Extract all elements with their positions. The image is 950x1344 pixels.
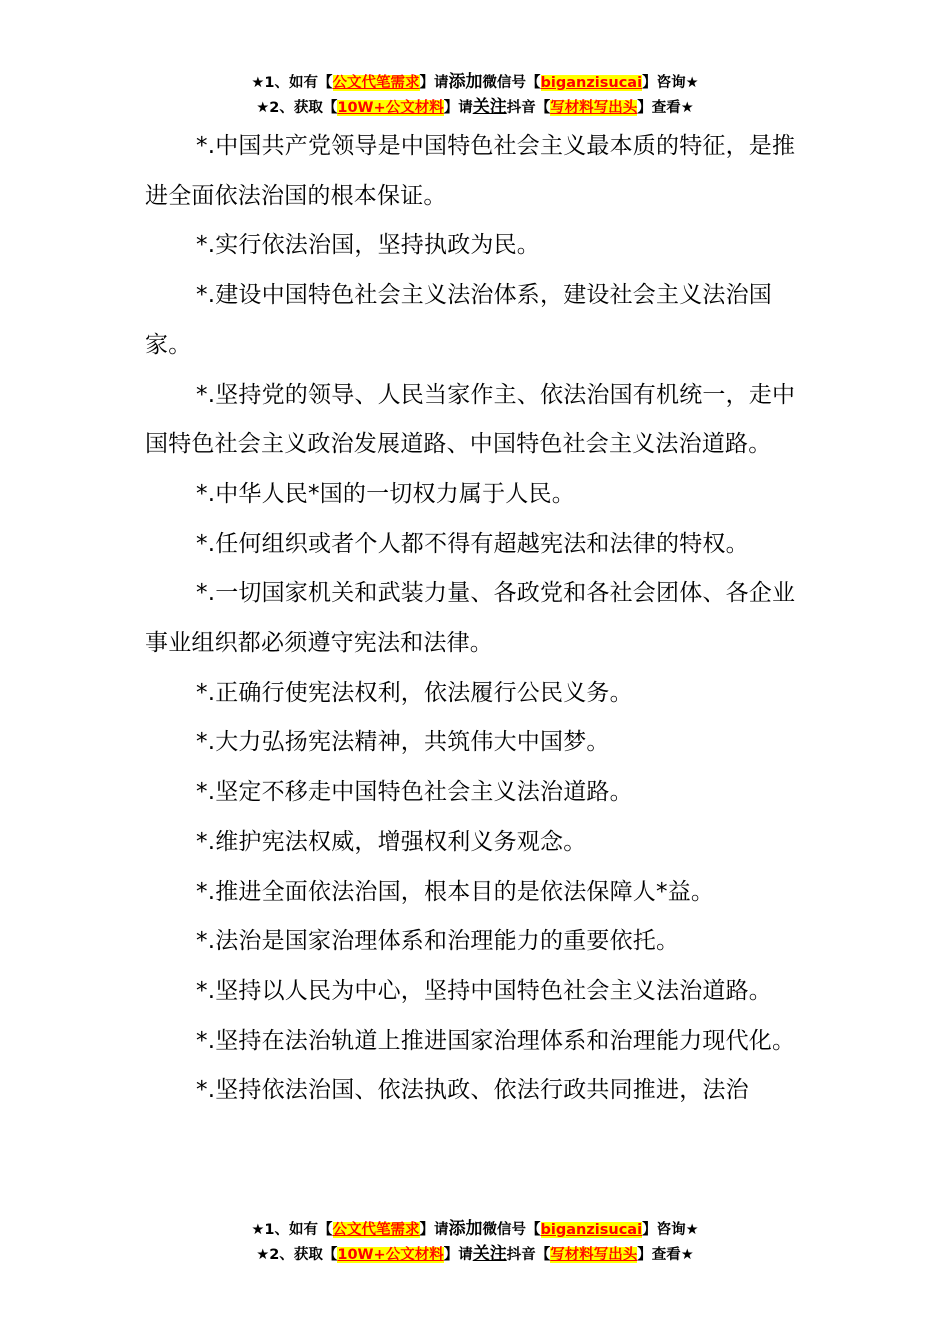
banner-text: 】请 bbox=[419, 75, 449, 91]
banner-text: 】请 bbox=[443, 100, 473, 116]
banner-emphasis: 添加 bbox=[448, 72, 483, 92]
banner-highlight: 10W+公文材料 bbox=[337, 100, 444, 116]
footer-banner bbox=[0, 1217, 950, 1267]
paragraph: *.法治是国家治理体系和治理能力的重要依托。 bbox=[196, 928, 680, 955]
banner-text: ★2、获取【 bbox=[256, 100, 338, 116]
banner-text: 】咨询★ bbox=[642, 1222, 699, 1238]
banner-text: ★2、获取【 bbox=[256, 1247, 338, 1263]
paragraph: *.建设中国特色社会主义法治体系，建设社会主义法治国家。 bbox=[145, 282, 773, 358]
paragraph: *.一切国家机关和武装力量、各政党和各社会团体、各企业事业组织都必须遵守宪法和法律。 bbox=[145, 580, 796, 657]
banner-text: ★1、如有【 bbox=[251, 75, 333, 91]
banner-text: 微信号【 bbox=[482, 1222, 541, 1238]
banner-text: 】请 bbox=[443, 1247, 473, 1263]
banner-emphasis: 关注 bbox=[472, 1244, 507, 1264]
banner-highlight: 公文代笔需求 bbox=[332, 75, 420, 91]
banner-line-2 bbox=[0, 1242, 950, 1267]
banner-emphasis: 关注 bbox=[472, 97, 507, 117]
banner-wechat-id: biganzisucai bbox=[540, 75, 643, 91]
banner-emphasis: 添加 bbox=[448, 1219, 483, 1239]
paragraph: *.坚持在法治轨道上推进国家治理体系和治理能力现代化。 bbox=[196, 1027, 796, 1054]
banner-text: 抖音【 bbox=[506, 1247, 551, 1263]
paragraph: *.大力弘扬宪法精神，共筑伟大中国梦。 bbox=[196, 729, 610, 756]
paragraph: *.坚持党的领导、人民当家作主、依法治国有机统一，走中国特色社会主义政治发展道路、中国特色社会主义法治道路。 bbox=[145, 381, 796, 458]
banner-douyin-account: 写材料写出头 bbox=[550, 1247, 638, 1263]
paragraph: *.维护宪法权威，增强权利义务观念。 bbox=[196, 828, 587, 855]
paragraph: *.坚持依法治国、依法执政、依法行政共同推进，法治 bbox=[196, 1077, 749, 1104]
banner-highlight: 公文代笔需求 bbox=[332, 1222, 420, 1238]
banner-wechat-id: biganzisucai bbox=[540, 1222, 643, 1238]
banner-line-2 bbox=[0, 95, 950, 120]
paragraph: *.中华人民*国的一切权力属于人民。 bbox=[196, 480, 575, 507]
document-body bbox=[145, 122, 810, 1116]
banner-text: 】请 bbox=[419, 1222, 449, 1238]
banner-text: 抖音【 bbox=[506, 100, 551, 116]
paragraph: *.实行依法治国，坚持执政为民。 bbox=[196, 232, 541, 259]
banner-line-1 bbox=[0, 1217, 950, 1242]
banner-line-1 bbox=[0, 70, 950, 95]
paragraph: *.中国共产党领导是中国特色社会主义最本质的特征，是推进全面依法治国的根本保证。 bbox=[145, 133, 796, 209]
banner-text: 】查看★ bbox=[637, 1247, 694, 1263]
banner-text: 微信号【 bbox=[482, 75, 541, 91]
banner-text: 】咨询★ bbox=[642, 75, 699, 91]
banner-highlight: 10W+公文材料 bbox=[337, 1247, 444, 1263]
banner-text: 】查看★ bbox=[637, 100, 694, 116]
paragraph: *.坚持以人民为中心，坚持中国特色社会主义法治道路。 bbox=[196, 977, 773, 1004]
header-banner bbox=[0, 70, 950, 120]
paragraph: *.坚定不移走中国特色社会主义法治道路。 bbox=[196, 779, 633, 806]
paragraph: *.推进全面依法治国，根本目的是依法保障人*益。 bbox=[196, 878, 715, 905]
banner-text: ★1、如有【 bbox=[251, 1222, 333, 1238]
paragraph: *.正确行使宪法权利，依法履行公民义务。 bbox=[196, 679, 633, 706]
banner-douyin-account: 写材料写出头 bbox=[550, 100, 638, 116]
paragraph: *.任何组织或者个人都不得有超越宪法和法律的特权。 bbox=[196, 530, 749, 557]
